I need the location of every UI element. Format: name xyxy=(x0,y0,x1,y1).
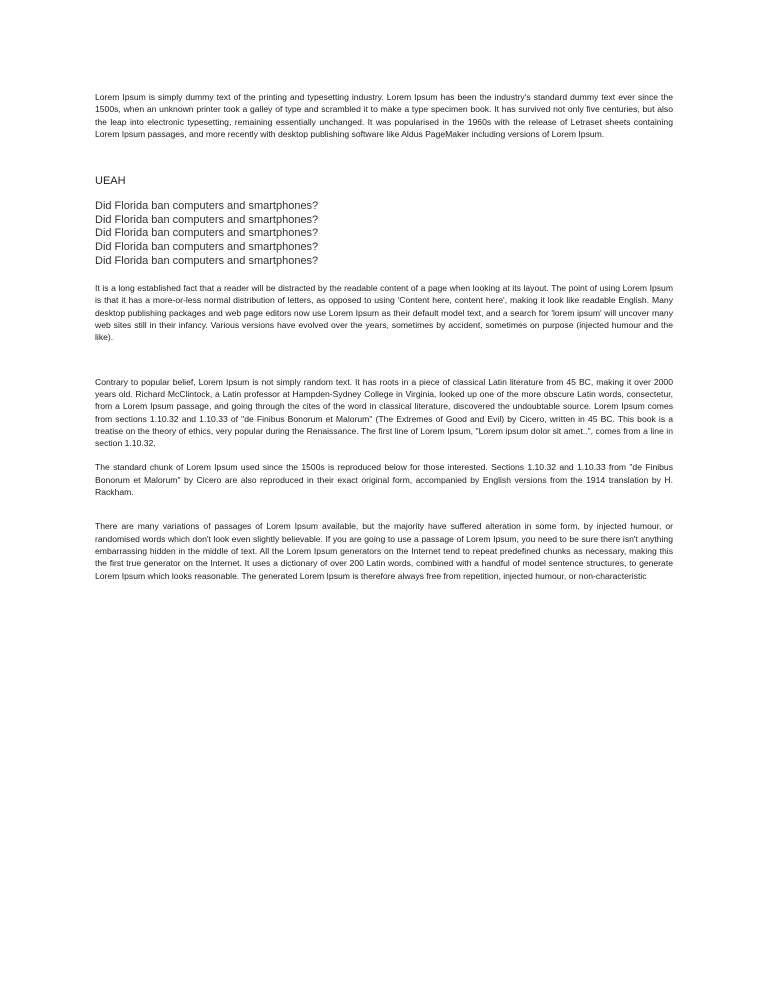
question-list xyxy=(95,200,673,268)
paragraph-readable-content: It is a long established fact that a reader will be distracted by the readable content of a page when looking at its layout. The point of using Lorem Ipsum is that it has a more-or-less normal distribution of letters, as opposed to using 'Content here, content here', making it look like readable English. Many desktop publishing packages and web page editors now use Lorem Ipsum as their default model text, and a search for 'lorem ipsum' will uncover many web sites still in their infancy. Various versions have evolved over the years, sometimes by accident, sometimes on purpose (injected humour and the like). xyxy=(95,283,673,343)
paragraph-standard-chunk: The standard chunk of Lorem Ipsum used since the 1500s is reproduced below for those interested. Sections 1.10.32 and 1.10.33 from "de Finibus Bonorum et Malorum" by Cicero are also reproduced in their exact original form, accompanied by English versions from the 1914 translation by H. Rackham. xyxy=(95,462,673,498)
document-page xyxy=(95,91,673,582)
paragraph-lorem-intro: Lorem Ipsum is simply dummy text of the printing and typesetting industry. Lorem Ipsum has been the industry's standard dummy text ever since the 1500s, when an unknown printer took a galley of type and scrambled it to make a type specimen book. It has survived not only five centuries, but also the leap into electronic typesetting, remaining essentially unchanged. It was popularised in the 1960s with the release of Letraset sheets containing Lorem Ipsum passages, and more recently with desktop publishing software like Aldus PageMaker including versions of Lorem Ipsum. xyxy=(95,92,673,139)
question-line: Did Florida ban computers and smartphones? xyxy=(95,200,319,213)
question-line: Did Florida ban computers and smartphones? xyxy=(95,254,319,267)
paragraph-contrary-belief: Contrary to popular belief, Lorem Ipsum is not simply random text. It has roots in a piece of classical Latin literature from 45 BC, making it over 2000 years old. Richard McClintock, a Latin professor at Hampden-Sydney College in Virginia, looked up one of the more obscure Latin words, consectetur, from a Lorem Ipsum passage, and going through the cites of the word in classical literature, discovered the undoubtable source. Lorem Ipsum comes from sections 1.10.32 and 1.10.33 of "de Finibus Bonorum et Malorum" (The Extremes of Good and Evil) by Cicero, written in 45 BC. This book is a treatise on the theory of ethics, very popular during the Renaissance. The first line of Lorem Ipsum, "Lorem ipsum dolor sit amet..", comes from a line in section 1.10.32. xyxy=(95,376,673,449)
question-line: Did Florida ban computers and smartphones? xyxy=(95,240,319,253)
paragraph-variations: There are many variations of passages of Lorem Ipsum available, but the majority have suffered alteration in some form, by injected humour, or randomised words which don't look even slightly believable. If you are going to use a passage of Lorem Ipsum, you need to be sure there isn't anything embarrassing hidden in the middle of text. All the Lorem Ipsum generators on the Internet tend to repeat predefined chunks as necessary, making this the first true generator on the Internet. It uses a dictionary of over 200 Latin words, combined with a handful of model sentence structures, to generate Lorem Ipsum which looks reasonable. The generated Lorem Ipsum is therefore always free from repetition, injected humour, or non-characteristic xyxy=(95,521,673,581)
question-line: Did Florida ban computers and smartphones? xyxy=(95,227,319,240)
question-line: Did Florida ban computers and smartphones? xyxy=(95,213,319,226)
section-heading: UEAH xyxy=(95,175,126,188)
